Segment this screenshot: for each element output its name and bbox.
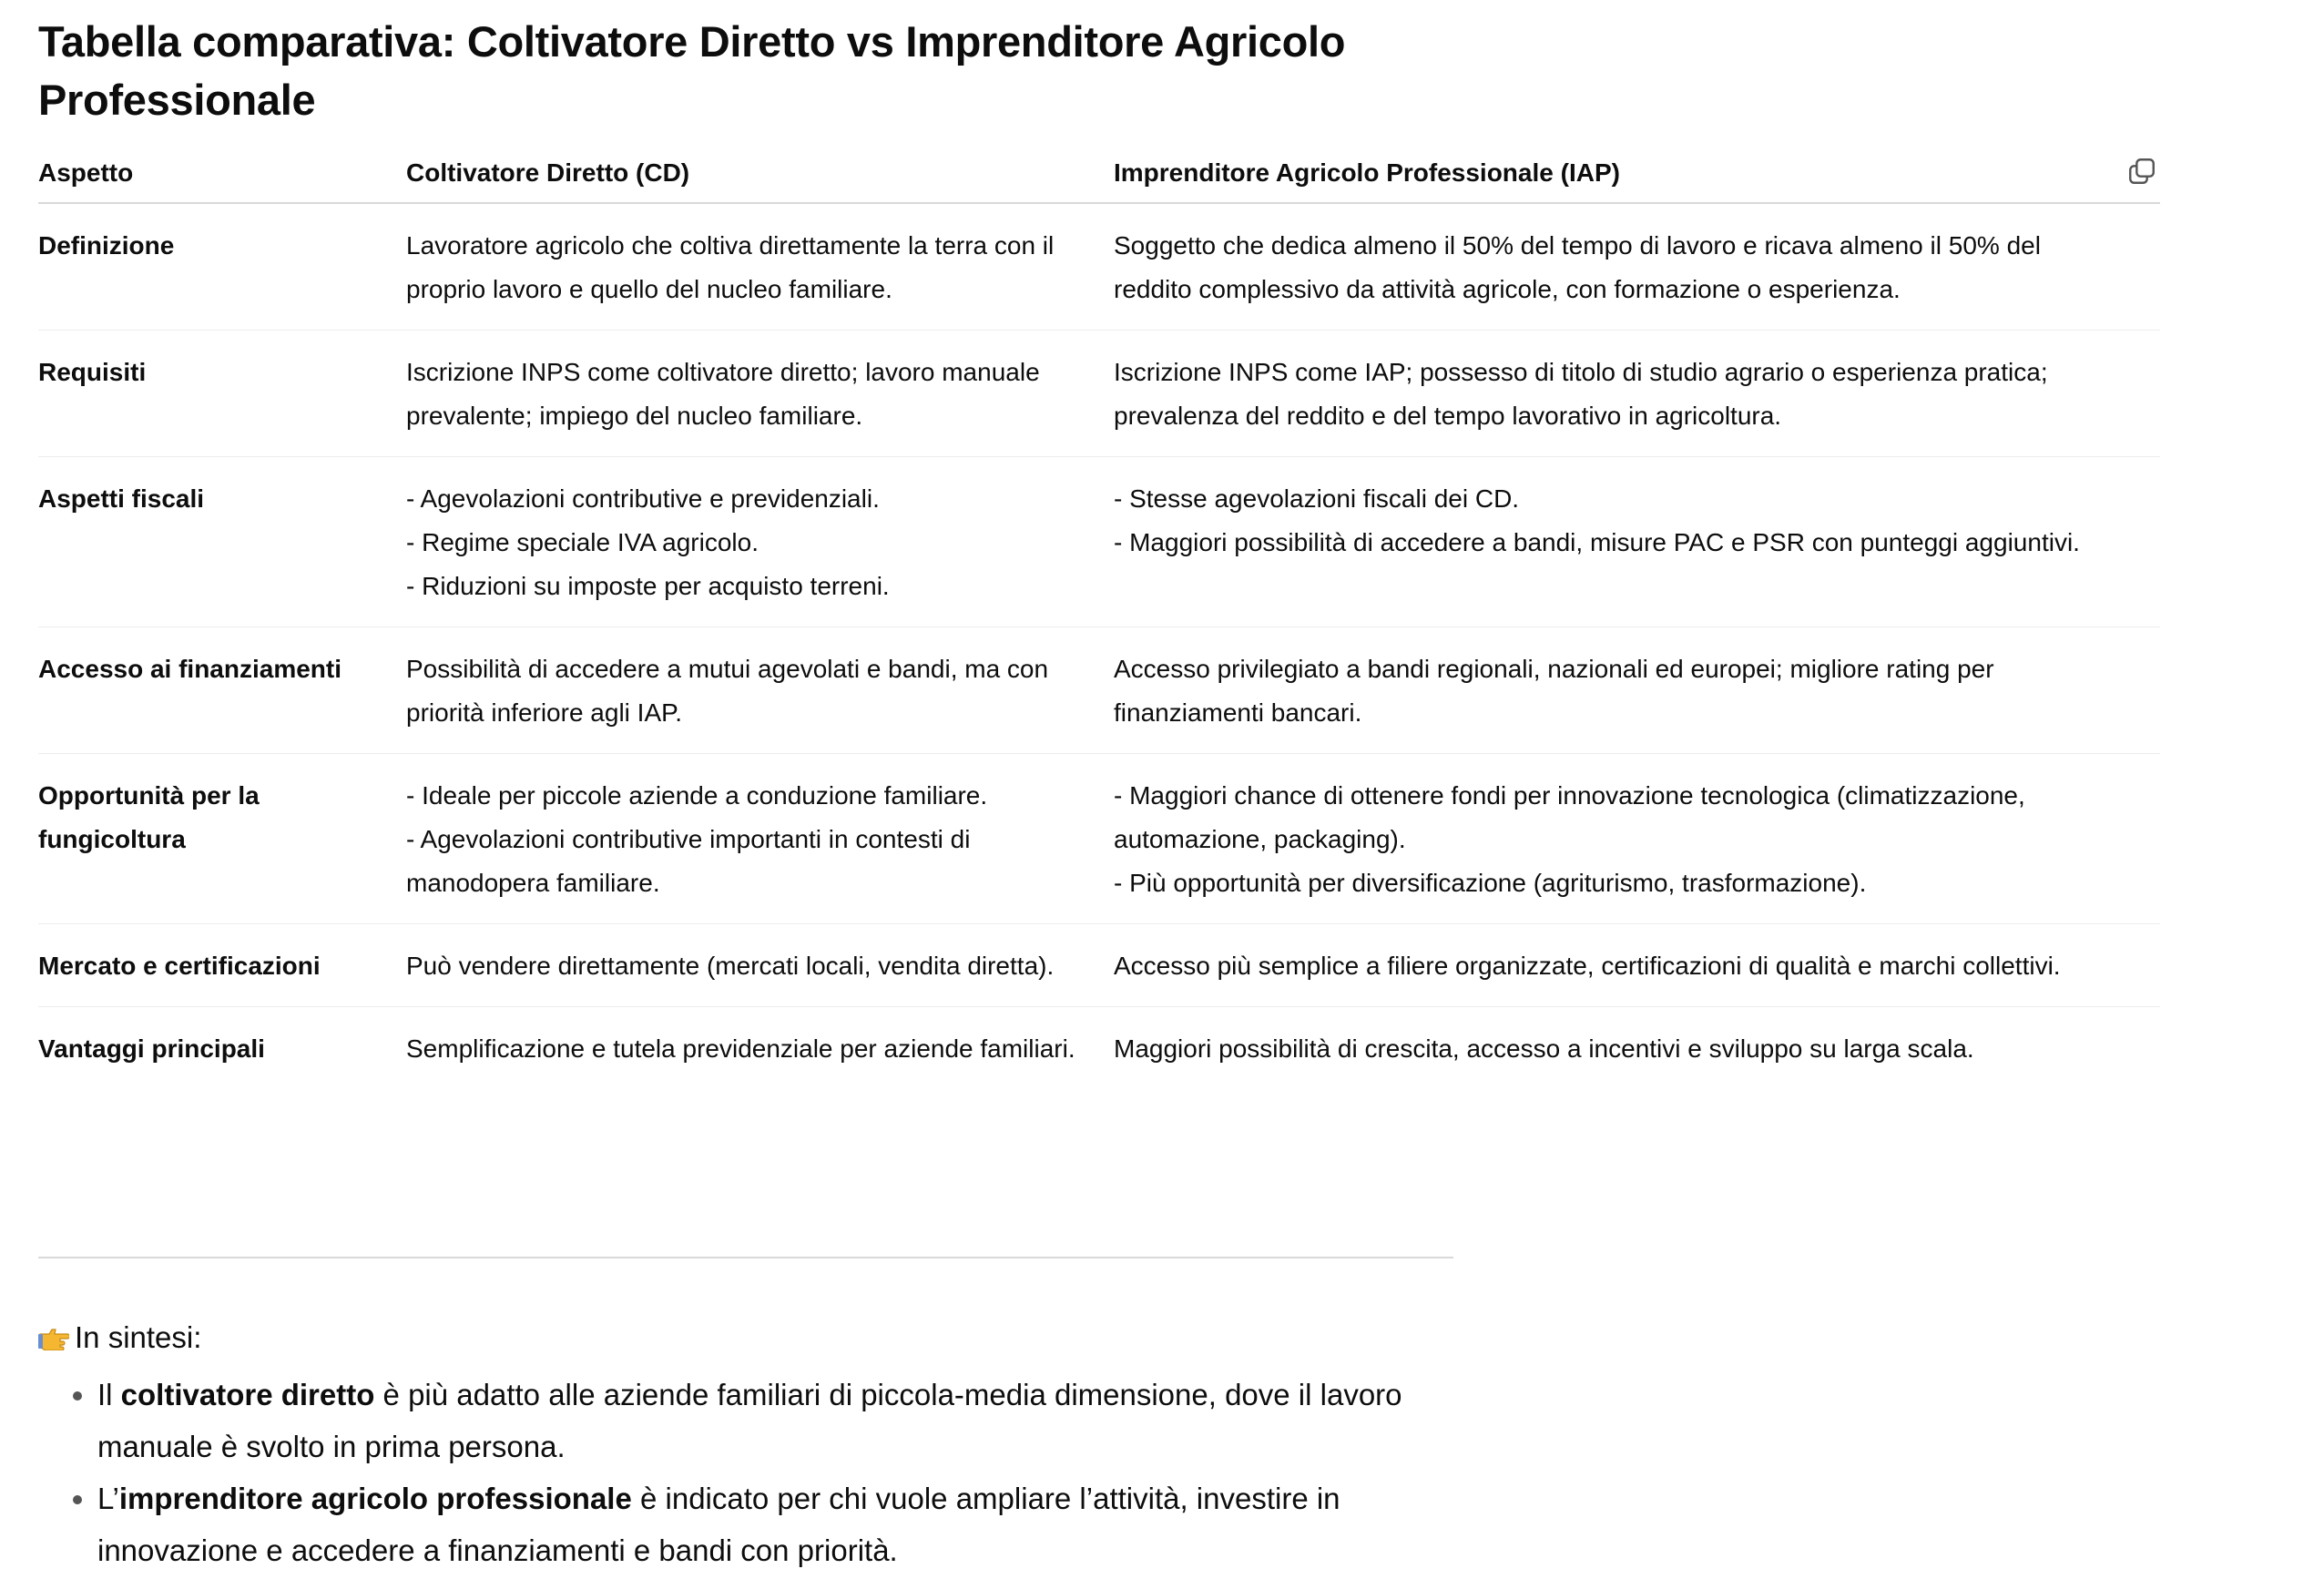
cell-iap <box>1114 924 2160 1007</box>
summary-heading-text: In sintesi: <box>75 1320 202 1354</box>
summary-item: • L’imprenditore agricolo professionale è indicato per chi vuole ampliare l’attività, investire in innovazione e accedere a finanziamenti e bandi con priorità. <box>97 1472 1459 1576</box>
cell-iap <box>1114 754 2160 924</box>
cell-cd <box>406 754 1114 924</box>
cell-line: - Più opportunità per diversificazione (agriturismo, trasformazione). <box>1114 869 1867 897</box>
cell-line: Accesso più semplice a filiere organizzate, certificazioni di qualità e marchi collettivi. <box>1114 952 2061 980</box>
cell-cd <box>406 1007 1114 1090</box>
copy-icon <box>2126 156 2157 187</box>
cell-iap <box>1114 203 2160 331</box>
cell-aspect: Vantaggi principali <box>38 1034 265 1063</box>
page-title: Tabella comparativa: Coltivatore Diretto vs Imprenditore Agricolo Professionale <box>38 17 1346 124</box>
comparison-table <box>38 146 2160 1089</box>
cell-iap <box>1114 627 2160 754</box>
cell-line: - Riduzioni su imposte per acquisto terreni. <box>406 572 890 600</box>
cell-line: Iscrizione INPS come IAP; possesso di titolo di studio agrario o esperienza pratica; prevalenza del reddito e del tempo lavorativo in agricoltura. <box>1114 358 2048 430</box>
summary-list <box>38 1369 1459 1576</box>
summary-item-bold: imprenditore agricolo professionale <box>118 1482 632 1515</box>
cell-line: Può vendere direttamente (mercati locali, vendita diretta). <box>406 952 1055 980</box>
cell-line: - Maggiori possibilità di accedere a bandi, misure PAC e PSR con punteggi aggiuntivi. <box>1114 528 2080 556</box>
cell-line: Lavoratore agricolo che coltiva direttamente la terra con il proprio lavoro e quello del nucleo familiare. <box>406 231 1055 303</box>
copy-table-button[interactable] <box>2124 153 2160 189</box>
table-row <box>38 627 2160 754</box>
cell-aspect: Opportunità per la fungicoltura <box>38 754 406 924</box>
table-row <box>38 457 2160 627</box>
summary-item: • Il coltivatore diretto è più adatto alle aziende familiari di piccola-media dimensione, dove il lavoro manuale è svolto in prima persona. <box>97 1369 1459 1472</box>
cell-iap <box>1114 457 2160 627</box>
section-divider <box>38 1257 1453 1258</box>
cell-line: Iscrizione INPS come coltivatore diretto; lavoro manuale prevalente; impiego del nucleo familiare. <box>406 358 1040 430</box>
cell-line: Soggetto che dedica almeno il 50% del tempo di lavoro e ricava almeno il 50% del reddito complessivo da attività agricole, con formazione o esperienza. <box>1114 231 2041 303</box>
cell-line: - Agevolazioni contributive e previdenziali. <box>406 484 880 513</box>
cell-cd <box>406 203 1114 331</box>
header-aspect: Aspetto <box>38 146 406 203</box>
cell-line: - Regime speciale IVA agricolo. <box>406 528 759 556</box>
pointing-right-hand-icon <box>38 1325 69 1350</box>
table-row <box>38 203 2160 331</box>
cell-line: Semplificazione e tutela previdenziale per aziende familiari. <box>406 1034 1075 1063</box>
cell-line: Accesso privilegiato a bandi regionali, nazionali ed europei; migliore rating per finanziamenti bancari. <box>1114 655 1994 727</box>
cell-iap <box>1114 331 2160 457</box>
cell-line: - Agevolazioni contributive importanti in contesti di manodopera familiare. <box>406 825 971 897</box>
table-row <box>38 924 2160 1007</box>
cell-aspect: Requisiti <box>38 331 406 457</box>
table-row <box>38 1007 2160 1090</box>
cell-cd <box>406 924 1114 1007</box>
summary-section <box>38 1311 1459 1576</box>
summary-heading <box>38 1311 1459 1363</box>
header-iap: Imprenditore Agricolo Professionale (IAP) <box>1114 146 2160 203</box>
cell-line: - Maggiori chance di ottenere fondi per innovazione tecnologica (climatizzazione, automazione, packaging). <box>1114 781 2025 853</box>
table-row <box>38 754 2160 924</box>
cell-cd <box>406 457 1114 627</box>
cell-line: - Stesse agevolazioni fiscali dei CD. <box>1114 484 1520 513</box>
header-cd: Coltivatore Diretto (CD) <box>406 146 1114 203</box>
table-header-row <box>38 146 2160 203</box>
cell-line: Maggiori possibilità di crescita, accesso a incentivi e sviluppo su larga scala. <box>1114 1034 1974 1063</box>
summary-item-bold: coltivatore diretto <box>120 1378 375 1411</box>
comparison-table-container <box>38 146 2160 1089</box>
table-body <box>38 203 2160 1089</box>
cell-line: - Ideale per piccole aziende a conduzione familiare. <box>406 781 988 810</box>
cell-aspect: Accesso ai finanziamenti <box>38 627 406 754</box>
table-row <box>38 331 2160 457</box>
cell-aspect: Aspetti fiscali <box>38 457 406 627</box>
cell-aspect: Definizione <box>38 203 406 331</box>
cell-aspect: Mercato e certificazioni <box>38 924 406 1007</box>
cell-cd <box>406 331 1114 457</box>
cell-cd <box>406 627 1114 754</box>
cell-line: Possibilità di accedere a mutui agevolati e bandi, ma con priorità inferiore agli IAP. <box>406 655 1049 727</box>
cell-iap <box>1114 1007 2160 1090</box>
